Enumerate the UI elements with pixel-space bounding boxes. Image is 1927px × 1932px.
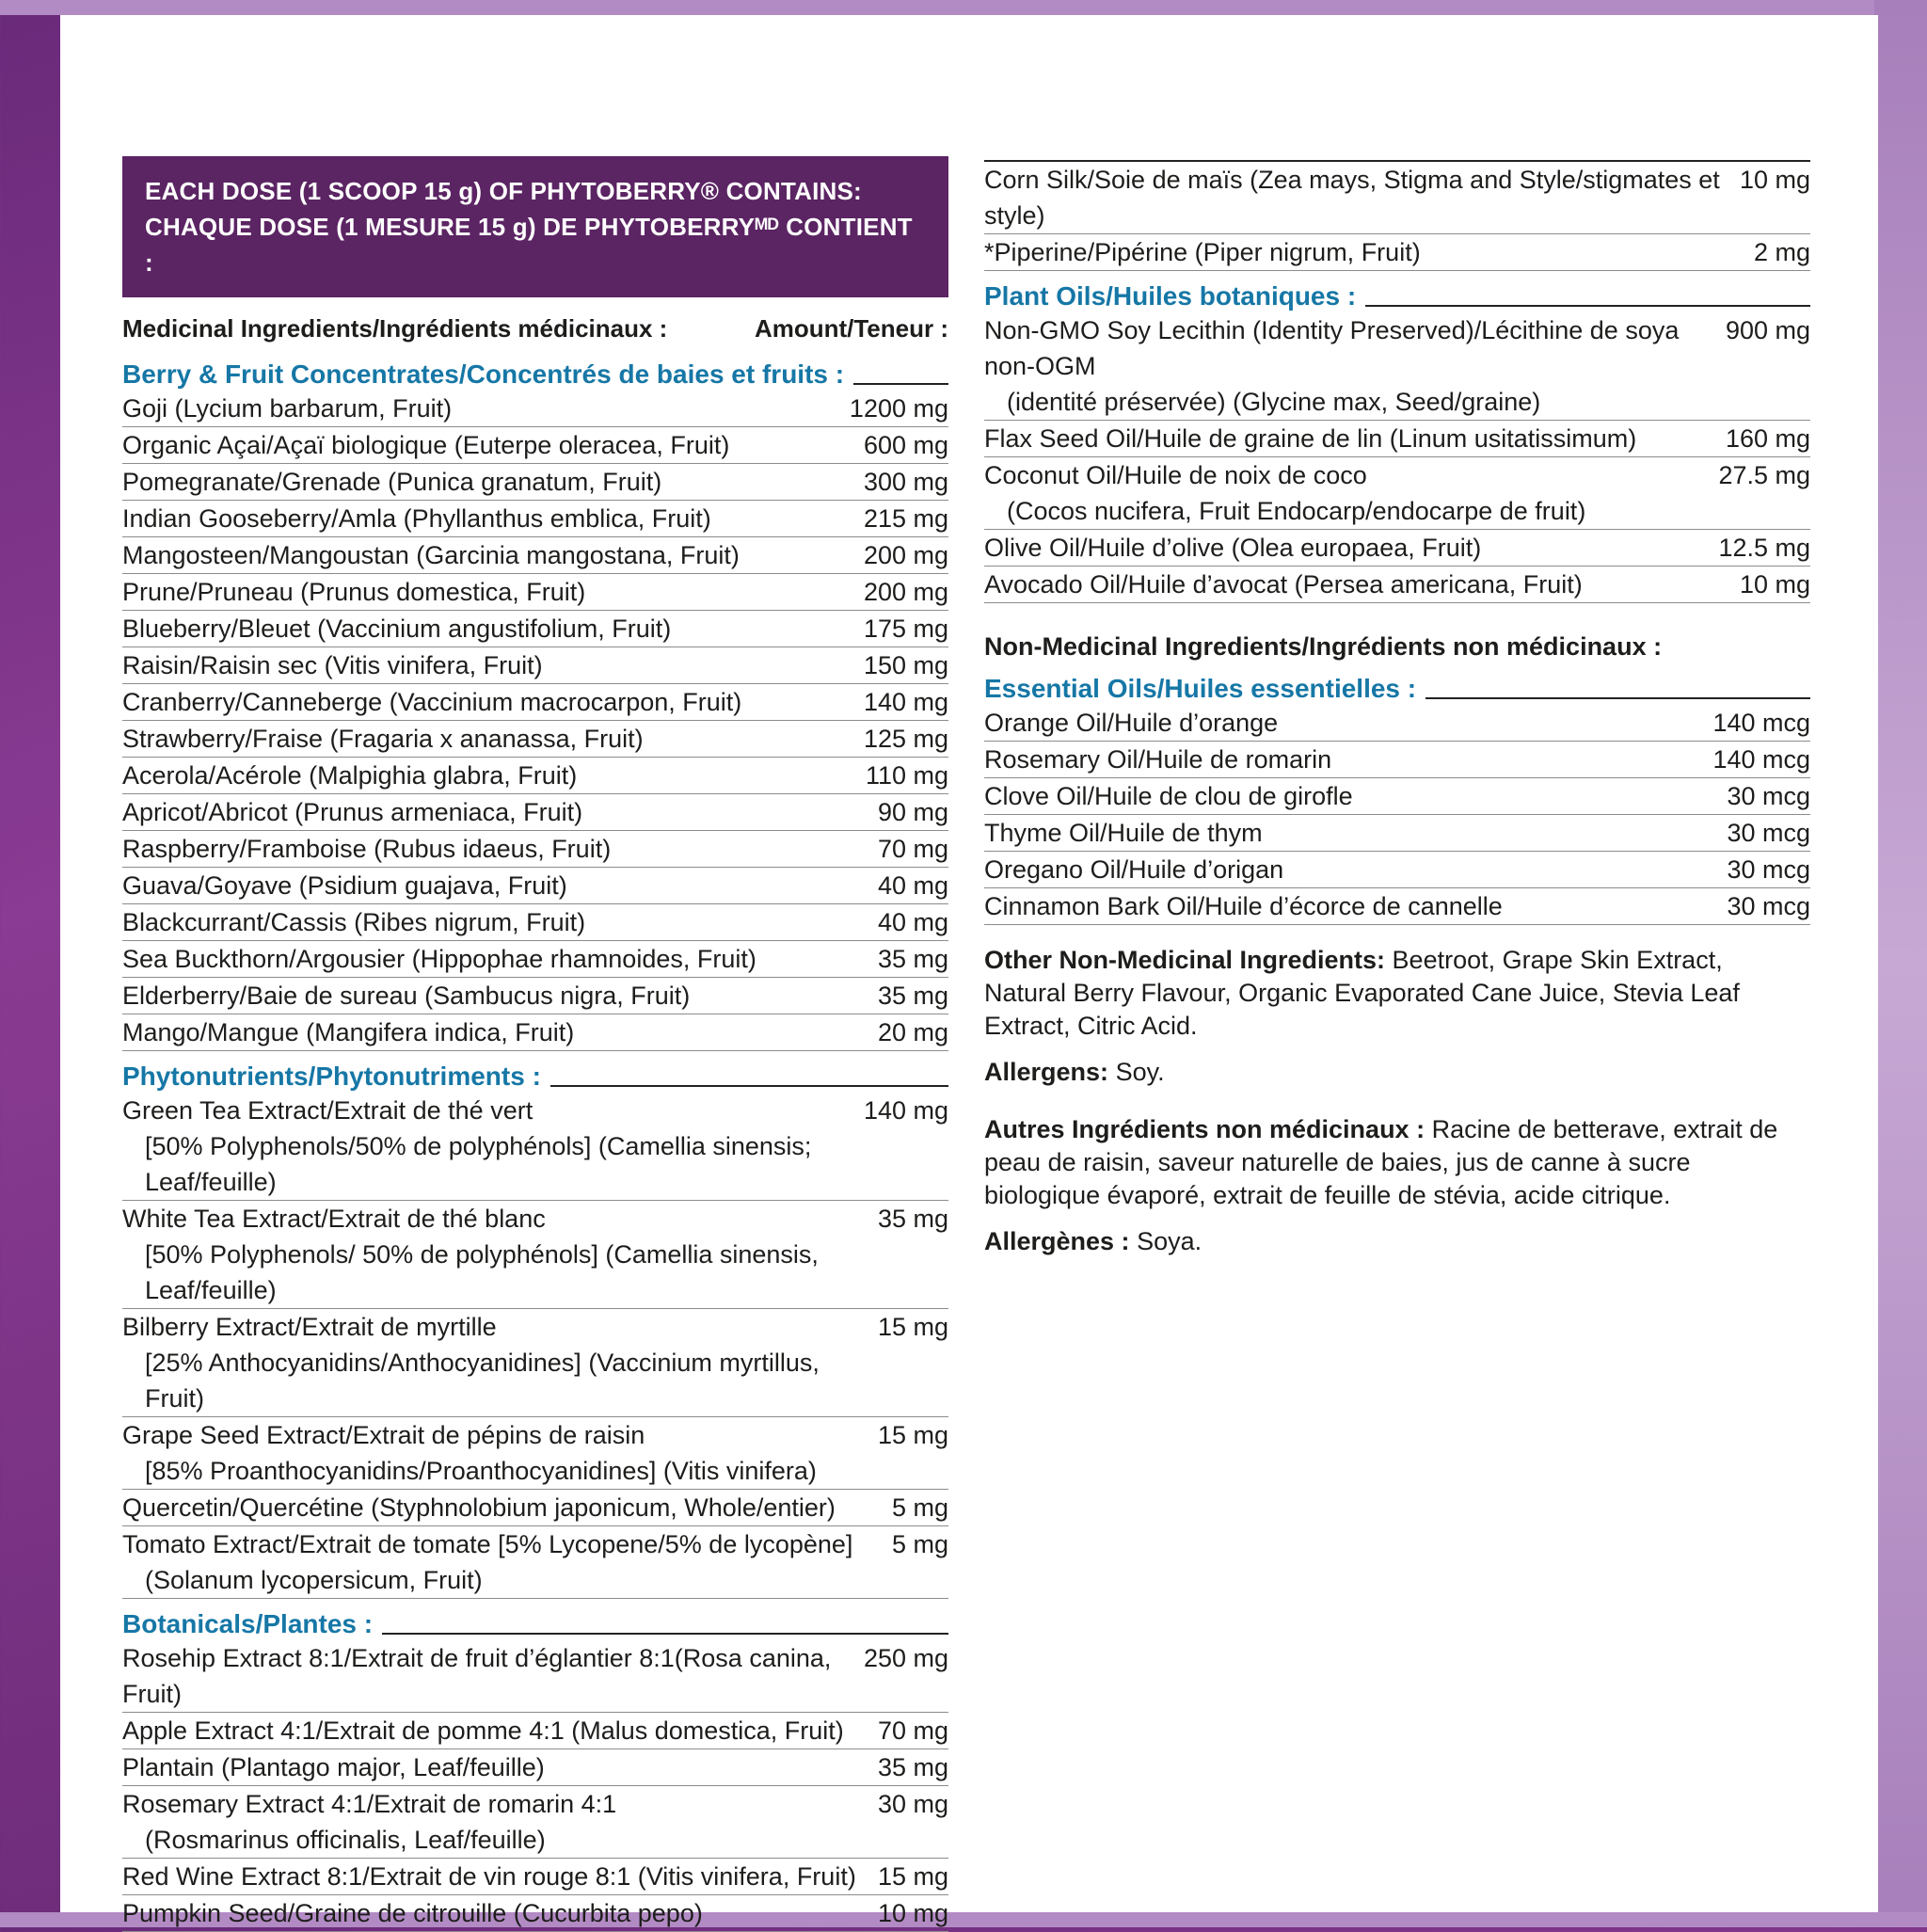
section-title: Phytonutrients/Phytonutriments : <box>122 1062 541 1091</box>
ingredient-name <box>122 794 863 830</box>
ingredient-name <box>984 705 1697 741</box>
ingredient-label: Red Wine Extract 8:1/Extrait de vin rouge 8:1 (Vitis vinifera, Fruit) <box>122 1862 856 1891</box>
ingredient-label: Clove Oil/Huile de clou de girofle <box>984 782 1353 810</box>
allergens-text: Soy. <box>1115 1058 1165 1086</box>
ingredient-label: Flax Seed Oil/Huile de graine de lin (Linum usitatissimum) <box>984 424 1637 453</box>
ingredient-row <box>122 1309 948 1417</box>
allergenes-label: Allergènes : <box>984 1227 1130 1255</box>
ingredient-label: Bilberry Extract/Extrait de myrtille <box>122 1313 497 1341</box>
allergenes <box>984 1225 1810 1258</box>
ingredient-amount: 200 mg <box>863 578 948 606</box>
ingredient-amount: 140 mg <box>863 688 948 716</box>
ingredient-row <box>984 530 1810 567</box>
ingredient-amount: 140 mcg <box>1712 745 1810 774</box>
ingredient-row <box>122 1526 948 1599</box>
section-botanicals <box>122 1608 948 1640</box>
ingredient-row <box>984 815 1810 852</box>
ingredient-name <box>122 537 849 573</box>
ingredient-label: Rosehip Extract 8:1/Extrait de fruit d’églantier 8:1(Rosa canina, Fruit) <box>122 1644 832 1708</box>
ingredient-label: Rosemary Oil/Huile de romarin <box>984 745 1332 774</box>
ingredient-name <box>122 684 849 720</box>
ingredient-amount: 35 mg <box>877 1753 948 1781</box>
allergens <box>984 1056 1810 1089</box>
ingredient-label: Non-GMO Soy Lecithin (Identity Preserved)/Lécithine de soya non-OGM <box>984 316 1680 380</box>
ingredient-name <box>122 831 863 867</box>
ingredient-name <box>122 978 863 1014</box>
ingredient-label: Grape Seed Extract/Extrait de pépins de raisin <box>122 1421 645 1449</box>
ingredient-detail: [25% Anthocyanidins/Anthocyanidines] (Vaccinium myrtillus, Fruit) <box>145 1349 820 1413</box>
ingredient-name <box>122 1490 877 1525</box>
ingredient-label: *Piperine/Pipérine (Piper nigrum, Fruit) <box>984 238 1421 266</box>
ingredient-amount: 160 mg <box>1725 424 1810 453</box>
ingredient-label: Indian Gooseberry/Amla (Phyllanthus emblica, Fruit) <box>122 504 711 533</box>
ingredient-row <box>984 234 1810 271</box>
section-title: Plant Oils/Huiles botaniques : <box>984 281 1357 311</box>
ingredient-amount: 35 mg <box>877 982 948 1010</box>
autres-label: Autres Ingrédients non médicinaux : <box>984 1115 1425 1143</box>
ingredient-label: Thyme Oil/Huile de thym <box>984 819 1263 847</box>
ingredient-name <box>122 1713 863 1748</box>
ingredient-name <box>984 567 1725 602</box>
ingredient-label: Blackcurrant/Cassis (Ribes nigrum, Fruit) <box>122 908 586 936</box>
ingredient-row <box>122 831 948 868</box>
ingredient-row <box>122 794 948 831</box>
ingredient-amount: 150 mg <box>863 651 948 679</box>
ingredient-name <box>122 1014 863 1050</box>
section-title: Botanicals/Plantes : <box>122 1609 374 1638</box>
other-label: Other Non-Medicinal Ingredients: <box>984 946 1386 974</box>
ingredient-amount: 27.5 mg <box>1718 461 1810 489</box>
ingredient-label: Blueberry/Bleuet (Vaccinium angustifolium, Fruit) <box>122 615 672 643</box>
ingredient-detail: (Rosmarinus officinalis, Leaf/feuille) <box>145 1826 546 1854</box>
ingredient-row <box>122 1490 948 1526</box>
ingredient-row <box>984 852 1810 888</box>
ingredient-amount: 30 mcg <box>1727 855 1810 884</box>
ingredient-amount: 600 mg <box>863 431 948 459</box>
ingredient-name <box>122 904 863 940</box>
right-border <box>1874 0 1927 1927</box>
top-border <box>0 0 1927 15</box>
ingredient-detail: [85% Proanthocyanidins/Proanthocyanidines] (Vitis vinifera) <box>145 1457 817 1485</box>
other-ingredients <box>984 944 1810 1043</box>
ingredient-name <box>122 1640 849 1712</box>
other-text: Beetroot, Grape Skin Extract, Natural Berry Flavour, Organic Evaporated Cane Juice, Stevia Leaf Extract, Citric Acid. <box>984 946 1740 1040</box>
ingredient-label: Green Tea Extract/Extrait de thé vert <box>122 1096 534 1125</box>
ingredient-label: Corn Silk/Soie de maïs (Zea mays, Stigma and Style/stigmates et style) <box>984 166 1720 230</box>
ingredient-amount: 70 mg <box>877 835 948 863</box>
ingredient-name <box>984 234 1739 270</box>
ingredient-name <box>122 647 849 683</box>
ingredient-name <box>122 758 851 793</box>
ingredient-row <box>984 457 1810 530</box>
ingredient-amount: 1200 mg <box>849 394 948 423</box>
ingredient-label: Orange Oil/Huile d’orange <box>984 709 1279 737</box>
ingredient-detail: (Cocos nucifera, Fruit Endocarp/endocarpe de fruit) <box>1007 497 1586 525</box>
ingredient-row <box>984 312 1810 421</box>
allergenes-text: Soya. <box>1137 1227 1202 1255</box>
allergens-label: Allergens: <box>984 1058 1109 1086</box>
ingredient-label: Plantain (Plantago major, Leaf/feuille) <box>122 1753 545 1781</box>
ingredient-row <box>122 1713 948 1749</box>
right-column <box>984 160 1810 1258</box>
ingredient-name <box>122 1786 863 1858</box>
ingredient-row <box>122 537 948 574</box>
ingredient-label: Mangosteen/Mangoustan (Garcinia mangostana, Fruit) <box>122 541 740 569</box>
ingredient-name <box>122 1417 863 1489</box>
ingredient-name <box>984 530 1703 566</box>
ingredient-name <box>984 815 1712 851</box>
ingredient-name <box>122 1895 863 1931</box>
ingredient-row <box>122 868 948 904</box>
section-title: Berry & Fruit Concentrates/Concentrés de baies et fruits : <box>122 359 845 389</box>
ingredient-amount: 215 mg <box>863 504 948 533</box>
ingredients-heading: Medicinal Ingredients/Ingrédients médicinaux : <box>122 314 668 343</box>
ingredient-label: Raisin/Raisin sec (Vitis vinifera, Fruit) <box>122 651 543 679</box>
ingredient-row <box>122 941 948 978</box>
ingredient-amount: 30 mcg <box>1727 892 1810 920</box>
column-headings <box>122 314 948 349</box>
ingredient-row <box>122 427 948 464</box>
ingredient-name <box>984 162 1725 233</box>
ingredient-name <box>984 421 1711 456</box>
ingredient-row <box>122 391 948 427</box>
ingredient-row <box>984 162 1810 234</box>
ingredient-name <box>122 1093 849 1200</box>
ingredient-detail: (identité préservée) (Glycine max, Seed/graine) <box>1007 388 1541 416</box>
ingredient-name <box>122 1749 863 1785</box>
ingredient-amount: 70 mg <box>877 1716 948 1745</box>
ingredient-amount: 30 mg <box>877 1790 948 1818</box>
ingredient-amount: 900 mg <box>1725 316 1810 344</box>
berry-list <box>122 391 948 1051</box>
ingredient-name <box>122 1859 863 1894</box>
ingredient-name <box>122 1309 863 1416</box>
ingredient-name <box>984 457 1703 529</box>
ingredient-amount: 15 mg <box>877 1421 948 1449</box>
ingredient-row <box>122 1786 948 1859</box>
ingredient-amount: 20 mg <box>877 1018 948 1046</box>
ingredient-label: Cinnamon Bark Oil/Huile d’écorce de cannelle <box>984 892 1503 920</box>
section-essential <box>984 673 1810 705</box>
ingredient-label: Apricot/Abricot (Prunus armeniaca, Fruit) <box>122 798 583 826</box>
header-line-en: EACH DOSE (1 SCOOP 15 g) OF PHYTOBERRY® CONTAINS: <box>145 177 862 205</box>
ingredient-row <box>122 647 948 684</box>
ingredient-label: Raspberry/Framboise (Rubus idaeus, Fruit) <box>122 835 612 863</box>
ingredient-label: Apple Extract 4:1/Extrait de pomme 4:1 (Malus domestica, Fruit) <box>122 1716 844 1745</box>
ingredient-label: Coconut Oil/Huile de noix de coco <box>984 461 1367 489</box>
ingredient-row <box>984 567 1810 603</box>
ingredient-name <box>122 427 849 463</box>
ingredient-row <box>122 1640 948 1713</box>
ingredient-row <box>984 778 1810 815</box>
ingredient-name <box>984 312 1711 420</box>
ingredient-amount: 10 mg <box>1739 166 1810 194</box>
ingredient-row <box>984 705 1810 742</box>
ingredient-label: Prune/Pruneau (Prunus domestica, Fruit) <box>122 578 586 606</box>
ingredient-amount: 15 mg <box>877 1862 948 1891</box>
ingredient-row <box>122 574 948 611</box>
ingredient-amount: 40 mg <box>877 871 948 900</box>
ingredient-name <box>122 1526 877 1598</box>
ingredient-amount: 10 mg <box>877 1899 948 1927</box>
ingredient-name <box>984 888 1712 924</box>
ingredient-name <box>984 742 1697 777</box>
ingredient-name <box>122 611 849 647</box>
ingredient-amount: 140 mg <box>863 1096 948 1125</box>
dose-header <box>122 156 948 297</box>
ingredient-label: Acerola/Acérole (Malpighia glabra, Fruit) <box>122 761 578 790</box>
ingredient-name <box>122 464 849 500</box>
ingredient-amount: 110 mg <box>865 761 948 790</box>
ingredient-amount: 90 mg <box>877 798 948 826</box>
ingredient-row <box>122 1859 948 1895</box>
section-berry <box>122 359 948 391</box>
ingredient-row <box>122 684 948 721</box>
ingredient-amount: 30 mcg <box>1727 819 1810 847</box>
ingredient-row <box>122 1201 948 1309</box>
ingredient-row <box>122 1749 948 1786</box>
ingredient-label: Pomegranate/Grenade (Punica granatum, Fruit) <box>122 468 662 496</box>
ingredient-amount: 40 mg <box>877 908 948 936</box>
ingredient-amount: 125 mg <box>863 725 948 753</box>
ingredient-row <box>984 421 1810 457</box>
ingredient-label: Strawberry/Fraise (Fragaria x ananassa, Fruit) <box>122 725 644 753</box>
ingredient-detail: [50% Polyphenols/ 50% de polyphénols] (Camellia sinensis, Leaf/feuille) <box>145 1240 819 1304</box>
ingredient-label: Olive Oil/Huile d’olive (Olea europaea, Fruit) <box>984 534 1482 562</box>
ingredient-label: White Tea Extract/Extrait de thé blanc <box>122 1205 546 1233</box>
ingredient-label: Rosemary Extract 4:1/Extrait de romarin 4:1 <box>122 1790 617 1818</box>
ingredient-label: Oregano Oil/Huile d’origan <box>984 855 1284 884</box>
ingredient-label: Pumpkin Seed/Graine de citrouille (Cucurbita pepo) <box>122 1899 703 1927</box>
ingredient-label: Organic Açai/Açaï biologique (Euterpe oleracea, Fruit) <box>122 431 730 459</box>
ingredient-label: Elderberry/Baie de sureau (Sambucus nigra, Fruit) <box>122 982 691 1010</box>
autres-text: Racine de betterave, extrait de peau de raisin, saveur naturelle de baies, jus de canne à sucre biologique évaporé, extrait de feuille de stévia, acide citrique. <box>984 1115 1778 1209</box>
ingredient-row <box>122 758 948 794</box>
ingredient-row <box>984 888 1810 925</box>
left-column <box>122 156 948 1932</box>
ingredient-amount: 10 mg <box>1739 570 1810 599</box>
ingredient-row <box>122 464 948 501</box>
ingredient-label: Tomato Extract/Extrait de tomate [5% Lycopene/5% de lycopène] <box>122 1530 853 1558</box>
ingredient-name <box>122 721 849 757</box>
ingredient-amount: 35 mg <box>877 1205 948 1233</box>
essential-list <box>984 705 1810 925</box>
ingredient-row <box>122 1093 948 1201</box>
ingredient-name <box>122 501 849 536</box>
ingredient-amount: 5 mg <box>891 1493 948 1522</box>
ingredient-amount: 5 mg <box>891 1530 948 1558</box>
amount-heading: Amount/Teneur : <box>754 314 948 343</box>
ingredient-amount: 30 mcg <box>1727 782 1810 810</box>
ingredient-name <box>984 778 1712 814</box>
section-oils <box>984 280 1810 312</box>
ingredient-label: Avocado Oil/Huile d’avocat (Persea americana, Fruit) <box>984 570 1583 599</box>
header-line-fr: CHAQUE DOSE (1 MESURE 15 g) DE PHYTOBERRYᴹᴰ CONTIENT : <box>145 213 913 277</box>
ingredient-row <box>984 742 1810 778</box>
ingredient-amount: 140 mcg <box>1712 709 1810 737</box>
ingredient-amount: 300 mg <box>863 468 948 496</box>
autres-ingredients <box>984 1113 1810 1212</box>
ingredient-row <box>122 611 948 647</box>
ingredient-label: Quercetin/Quercétine (Styphnolobium japonicum, Whole/entier) <box>122 1493 836 1522</box>
ingredient-amount: 15 mg <box>877 1313 948 1341</box>
ingredient-name <box>122 868 863 903</box>
ingredient-name <box>122 1201 863 1308</box>
ingredient-name <box>122 941 863 977</box>
phyto-list <box>122 1093 948 1599</box>
ingredient-amount: 12.5 mg <box>1718 534 1810 562</box>
ingredient-detail: (Solanum lycopersicum, Fruit) <box>145 1566 483 1594</box>
ingredient-name <box>984 852 1712 887</box>
ingredient-name <box>122 391 835 426</box>
ingredient-label: Guava/Goyave (Psidium guajava, Fruit) <box>122 871 567 900</box>
ingredient-amount: 175 mg <box>863 615 948 643</box>
ingredient-row <box>122 721 948 758</box>
ingredient-label: Cranberry/Canneberge (Vaccinium macrocarpon, Fruit) <box>122 688 742 716</box>
non-medicinal-heading: Non-Medicinal Ingredients/Ingrédients non médicinaux : <box>984 632 1663 661</box>
botanicals-continued-list <box>984 160 1810 271</box>
ingredient-row <box>122 1014 948 1051</box>
botanicals-list <box>122 1640 948 1932</box>
ingredient-name <box>122 574 849 610</box>
ingredient-row <box>122 1417 948 1490</box>
ingredient-detail: [50% Polyphenols/50% de polyphénols] (Camellia sinensis; Leaf/feuille) <box>145 1132 812 1196</box>
ingredient-label: Mango/Mangue (Mangifera indica, Fruit) <box>122 1018 575 1046</box>
ingredient-amount: 250 mg <box>863 1644 948 1672</box>
section-title: Essential Oils/Huiles essentielles : <box>984 674 1417 703</box>
ingredient-row <box>122 904 948 941</box>
ingredient-row <box>122 501 948 537</box>
ingredient-label: Goji (Lycium barbarum, Fruit) <box>122 394 453 423</box>
ingredient-amount: 2 mg <box>1753 238 1810 266</box>
ingredient-row <box>122 978 948 1014</box>
ingredient-amount: 35 mg <box>877 945 948 973</box>
ingredient-label: Sea Buckthorn/Argousier (Hippophae rhamnoides, Fruit) <box>122 945 756 973</box>
section-phyto <box>122 1061 948 1093</box>
oils-list <box>984 312 1810 603</box>
label-panel <box>60 15 1878 1927</box>
ingredient-amount: 200 mg <box>863 541 948 569</box>
ingredient-row <box>122 1895 948 1932</box>
